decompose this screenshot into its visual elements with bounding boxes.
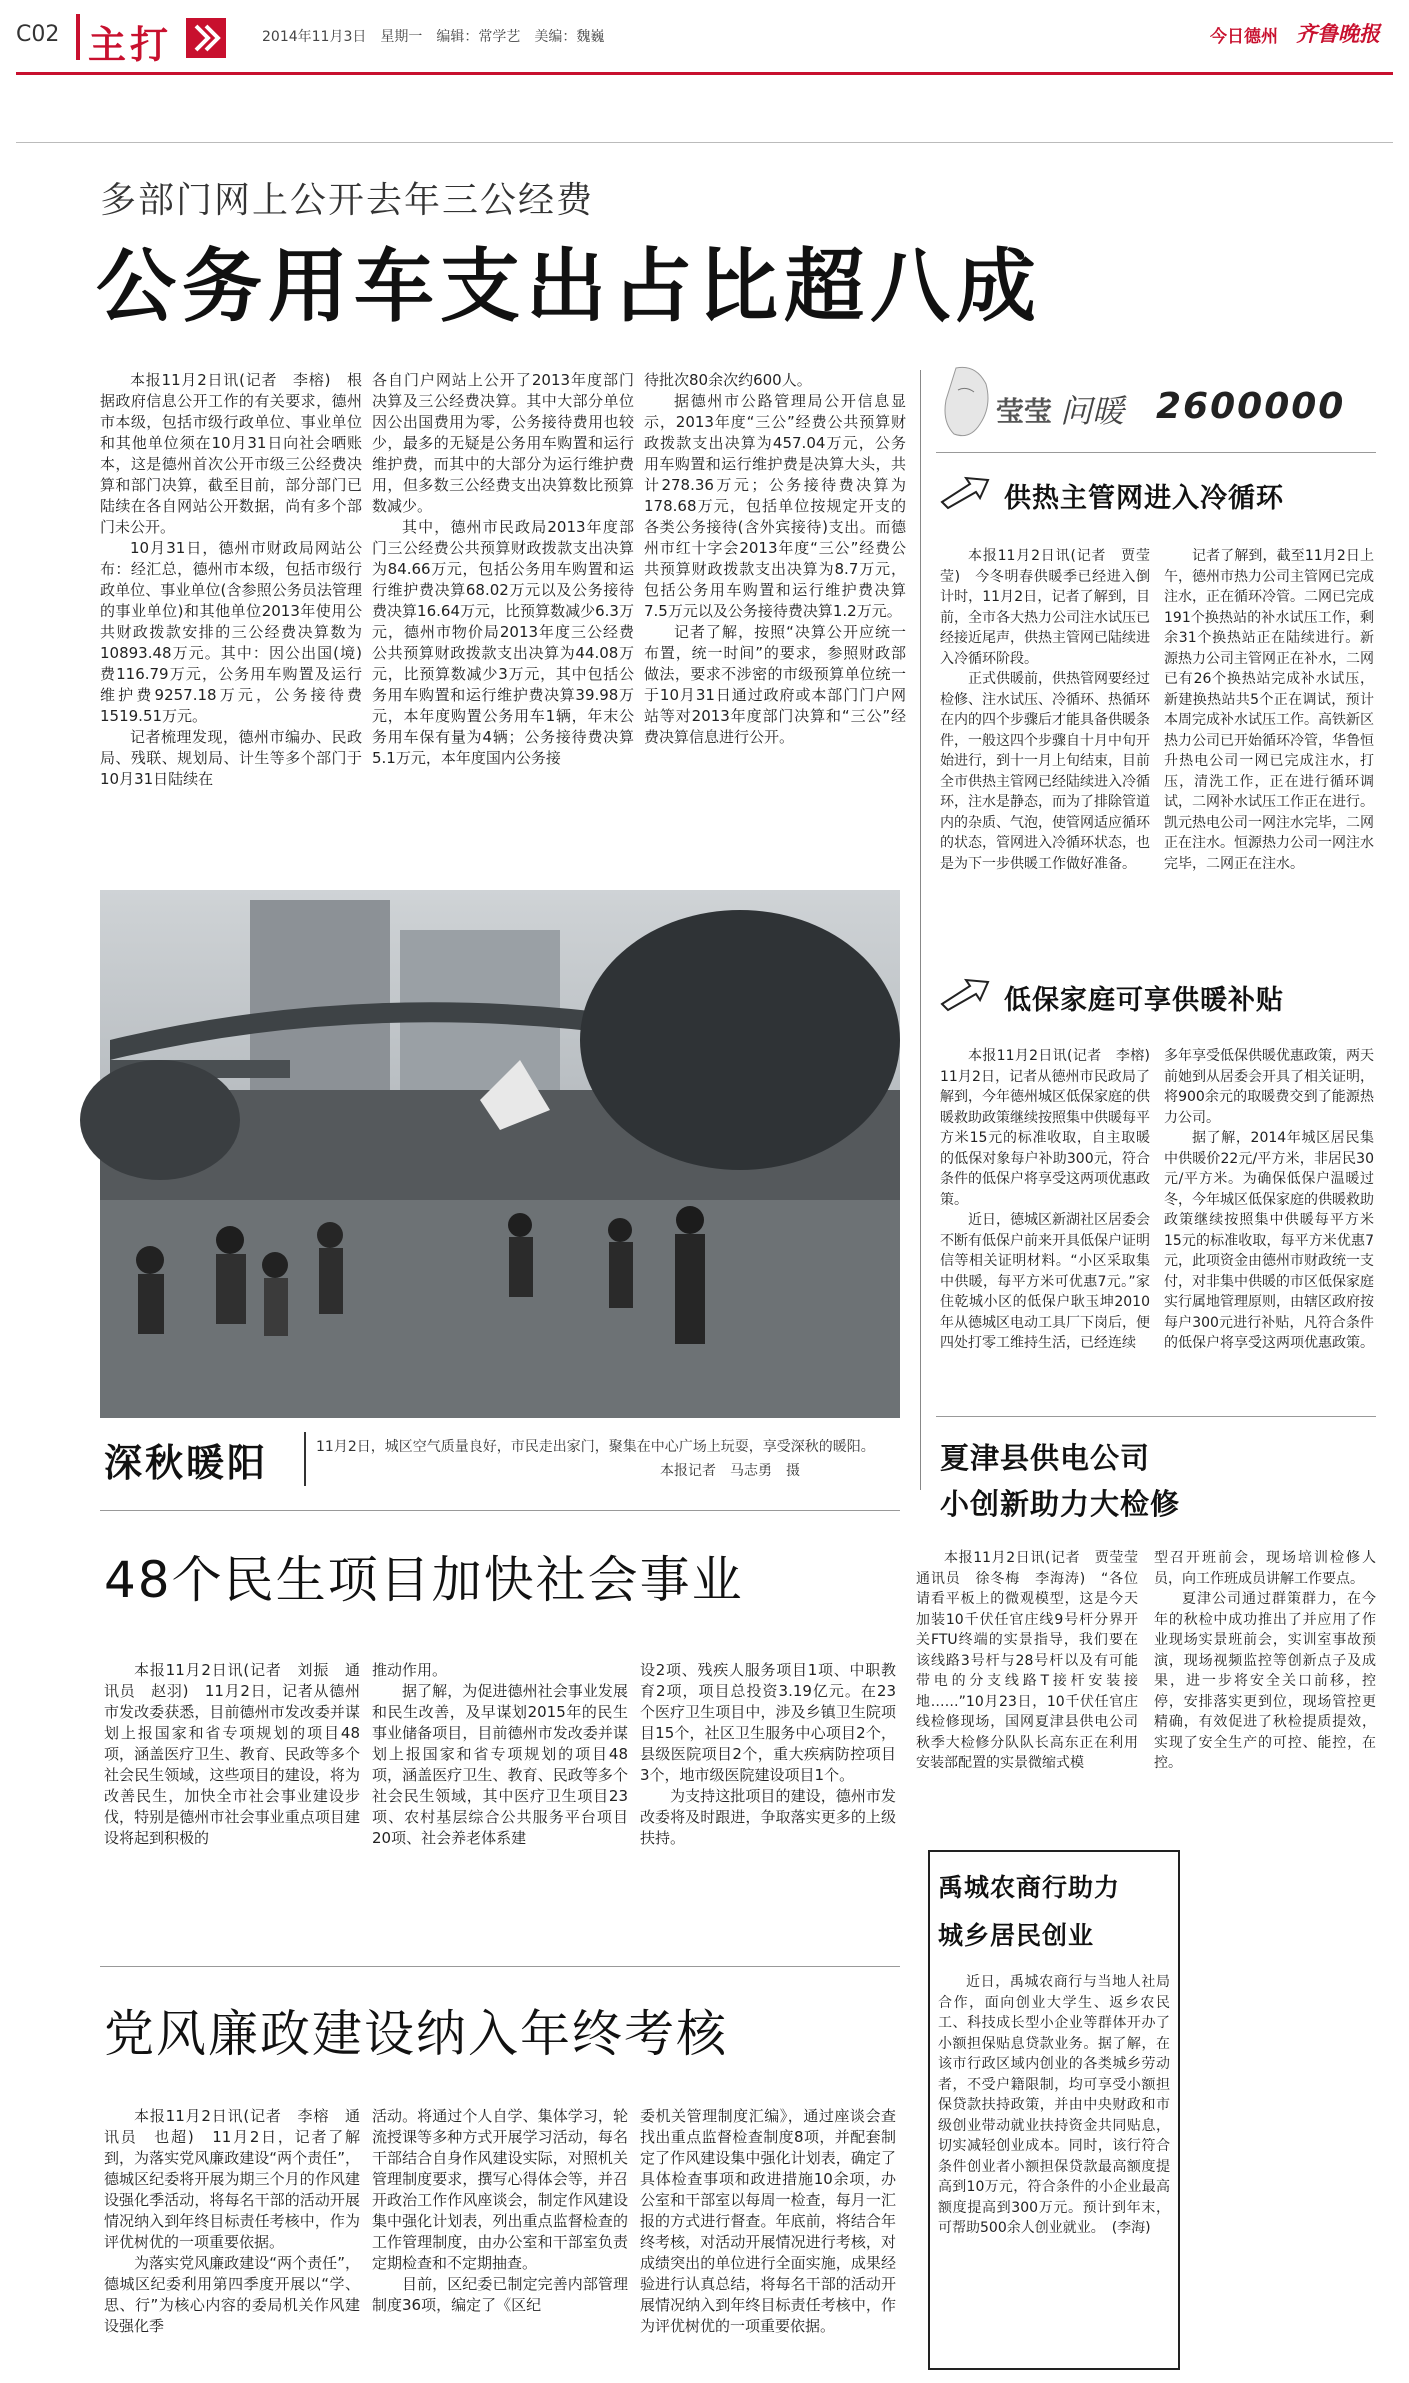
- paragraph: 本报11月2日讯(记者 贾莹莹) 今冬明春供暖季已经进入倒计时，11月2日，记者了解到，目前，全市各大热力公司注水试压已经接近尾声，供热主管网已陆续进入冷循环阶段。: [940, 548, 1150, 667]
- bank-title-line-2: 城乡居民创业: [938, 1921, 1095, 1950]
- bank-box: [928, 1850, 1180, 2370]
- bank-body: [938, 1972, 1170, 2362]
- section-block: [76, 14, 80, 60]
- paragraph: 记者梳理发现，德州市编办、民政局、残联、规划局、计生等多个部门于10月31日陆续在: [100, 728, 362, 788]
- column-divider: [920, 370, 921, 1490]
- paragraph: 据德州市公路管理局公开信息显示，2013年度“三公”经费公共预算财政拨款支出决算为457.04万元，公务用车购置和运行维护费是决算大头，共计278.36万元；公务接待费决算为178.68万元，包括单位按规定开支的各类公务接待(含外宾接待)支出。而德州市红十字会2013年度“三公”经费公共预算财政拨款支出决算为8.7万元，包括公务用车购置和运行维护费决算7.5万元以及公务接待费决算1.2万元。: [644, 392, 906, 620]
- photo-credit: 本报记者 马志勇 摄: [660, 1463, 800, 1479]
- banner-name: 莹莹: [996, 395, 1053, 428]
- masthead-rule: [16, 72, 1393, 75]
- paragraph: 近日，禹城农商行与当地人社局合作，面向创业大学生、返乡农民工、科技成长型小企业等群体开办了小额担保贴息贷款业务。据了解，在该市行政区域内创业的各类城乡劳动者，不受户籍限制，均可享受小额担保贷款扶持政策，并由中央财政和市级创业带动就业扶持资金共同贴息，切实减轻创业成本。同时，该行符合条件创业者小额担保贷款最高额度提高到10万元，符合条件的小企业最高额度提高到300万元。预计到年末，可帮助500余人创业就业。 (李海): [938, 1974, 1170, 2236]
- paragraph: 为落实党风廉政建设“两个责任”，德城区纪委利用第四季度开展以“学、思、行”为核心内容的委局机关作风建设强化季: [104, 2254, 360, 2335]
- power-title-line-1: 夏津县供电公司: [940, 1441, 1151, 1475]
- paragraph: 设2项、残疾人服务项目1项、中职教育2项，项目总投资3.19亿元。在23个医疗卫生项目中，涉及乡镇卫生院项目15个，社区卫生服务中心项目2个，县级医院项目2个，重大疾病防控项目3个，地市级医院建设项目1个。: [640, 1661, 896, 1784]
- heating2-title: 低保家庭可享供暖补贴: [1004, 985, 1284, 1016]
- brand-qilu-logo: 齐鲁晚报: [1296, 21, 1380, 46]
- lead-headline: 公务用车支出占比超八成: [96, 240, 1042, 333]
- section-divider: [100, 1966, 900, 1967]
- page-number: C02: [16, 22, 60, 47]
- paragraph: 其中，德州市民政局2013年度部门三公经费公共预算财政拨款支出决算为84.66万元，包括公务用车购置和运行维护费决算68.02万元以及公务接待费决算16.64万元，比预算数减少6.3万元，德州市物价局2013年度三公经费公共预算财政拨款支出决算为44.08万元，比预算数减少3万元，其中包括公务用车购置和运行维护费决算39.98万元，本年度购置公务用车1辆，年末公务用车保有量为4辆；公务接待费决算5.1万元，本年度国内公务接: [372, 518, 634, 767]
- paragraph: 本报11月2日讯(记者 刘振 通讯员 赵羽) 11月2日，记者从德州市发改委获悉，目前德州市发改委并谋划上报国家和省专项规划的项目48项，涵盖医疗卫生、教育、民政等多个社会民生领域，这些项目的建设，将为改善民生，加快全市社会事业建设步伐，特别是德州市社会事业重点项目建设将起到积极的: [104, 1661, 360, 1847]
- masthead: [0, 0, 1409, 72]
- party-column-1: [104, 2106, 360, 2376]
- heating1-title: 供热主管网进入冷循环: [1004, 483, 1284, 514]
- heating2-column-2: [1164, 1046, 1374, 1402]
- paragraph: 本报11月2日讯(记者 李榕) 根据政府信息公开工作的有关要求，德州市本级，包括市级行政单位、事业单位和其他单位须在10月31日向社会晒账本，这是德州首次公开市级三公经费决算和部门决算，截至目前，部分部门已陆续在各自网站公开数据，尚有多个部门未公开。: [100, 371, 362, 536]
- lead-column-2: [372, 370, 634, 840]
- heating1-column-1: [940, 546, 1150, 966]
- banner-phone: 2600000: [1156, 386, 1346, 427]
- paragraph: 记者了解，按照“决算公开应统一布置，统一时间”的要求，参照财政部做法，要求不涉密的市级预算单位统一于10月31日通过政府或本部门门户网站等对2013年度部门决算和“三公”经费决算信息进行公开。: [644, 623, 906, 746]
- party-headline: 党风廉政建设纳入年终考核: [104, 2005, 728, 2063]
- paragraph: 活动。将通过个人自学、集体学习，轮流授课等多种方式开展学习活动，每名干部结合自身作风建设实际，对照机关管理制度要求，撰写心得体会等，并召开政治工作作风座谈会，制定作风建设集中强化计划表，列出重点监督检查的工作管理制度，由办公室和干部室负责定期检查和不定期抽查。: [372, 2107, 628, 2272]
- banner-rule: [936, 452, 1376, 453]
- bank-title-line-1: 禹城农商行助力: [938, 1873, 1121, 1902]
- photo-caption-title: 深秋暖阳: [104, 1441, 269, 1485]
- masthead-rule-2: [16, 142, 1393, 143]
- section-divider: [936, 1416, 1376, 1417]
- section-divider: [100, 1510, 900, 1511]
- party-column-2: [372, 2106, 628, 2376]
- section-title: 主打: [88, 23, 173, 67]
- party-column-3: [640, 2106, 896, 2376]
- lead-column-3: [644, 370, 906, 840]
- paragraph: 本报11月2日讯(记者 李榕 通讯员 也超) 11月2日，记者了解到，为落实党风廉政建设“两个责任”，德城区纪委将开展为期三个月的作风建设强化季活动，将每名干部的活动开展情况纳入到年终目标责任考核中，作为评优树优的一项重要依据。: [104, 2107, 360, 2251]
- article48-column-1: [104, 1660, 360, 1960]
- power-title-line-2: 小创新助力大检修: [940, 1487, 1181, 1521]
- banner-brand: 问暖: [1060, 392, 1125, 430]
- paragraph: 为支持这批项目的建设，德州市发改委将及时跟进，争取落实更多的上级扶持。: [640, 1787, 896, 1847]
- power-column-2: [1154, 1548, 1376, 1832]
- arrow-icon: [940, 474, 992, 508]
- paragraph: 10月31日，德州市财政局网站公布：经汇总，德州市本级，包括市级行政单位、事业单位(含参照公务员法管理的事业单位)和其他单位2013年使用公共财政拨款安排的三公经费决算数为10893.48万元。其中：因公出国(境)费116.79万元，公务用车购置及运行维护费9257.18万元，公务接待费1519.51万元。: [100, 539, 362, 725]
- chevron-right-icon: [186, 18, 226, 58]
- photo-caption-text: 11月2日，城区空气质量良好，市民走出家门，聚集在中心广场上玩耍，享受深秋的暖阳。: [316, 1439, 875, 1455]
- paragraph: 委机关管理制度汇编》，通过座谈会查找出重点监督检查制度8项，并配套制定了作风建设集中强化计划表，确定了具体检查事项和政进措施10余项，办公室和干部室以每周一检查，每月一汇报的方式进行督查。年底前，将结合年终考核，对活动开展情况进行考核，对成绩突出的单位进行全面实施，成果经验进行认真总结，将每名干部的活动开展情况纳入到年终目标责任考核中，作为评优树优的一项重要依据。: [640, 2107, 896, 2335]
- brand-today-dezhou: 今日德州: [1210, 27, 1278, 47]
- reporter-portrait-icon: [936, 364, 1002, 444]
- plaza-photo: [100, 890, 900, 1418]
- paragraph: 近日，德城区新湖社区居委会不断有低保户前来开具低保户证明信等相关证明材料。“小区采取集中供暖，每平方米可优惠7元。”家住乾城小区的低保户耿玉坤2010年从德城区电动工具厂下岗后，便四处打零工维持生活，已经连续: [940, 1212, 1150, 1351]
- paragraph: 型召开班前会，现场培训检修人员，向工作班成员讲解工作要点。: [1154, 1550, 1376, 1587]
- paragraph: 待批次80余次约600人。: [644, 371, 812, 389]
- paragraph: 正式供暖前，供热管网要经过检修、注水试压、冷循环、热循环在内的四个步骤后才能具备供暖条件，一般这四个步骤自十月中旬开始进行，到十一月上旬结束，目前全市供热主管网已经陆续进入冷循环，注水是静态，而为了排除管道内的杂质、气泡，使管网适应循环的状态，管网进入冷循环状态，也是为下一步供暖工作做好准备。: [940, 671, 1150, 872]
- issue-meta: 2014年11月3日 星期一 编辑：常学艺 美编：魏巍: [262, 29, 605, 45]
- photo-caption-rule: [304, 1432, 306, 1486]
- paragraph: 各自门户网站上公开了2013年度部门决算及三公经费决算。其中大部分单位因公出国费用为零，公务接待费用也较少，最多的无疑是公务用车购置和运行维护费，而其中的大部分为运行维护费用，但多数三公经费支出决算数比预算数减少。: [372, 371, 634, 515]
- lead-kicker: 多部门网上公开去年三公经费: [100, 180, 595, 221]
- article48-column-2: [372, 1660, 628, 1960]
- paragraph: 本报11月2日讯(记者 贾莹莹 通讯员 徐冬梅 李海涛) “各位请看平板上的微观模型，这是今天加装10千伏任官庄线9号杆分界开关FTU终端的实景指导，我们要在该线路3号杆与28号杆以及有可能带电的分支线路T接杆安装接地……”10月23日，10千伏任官庄线检修现场，国网夏津县供电公司秋季大检修分队队长高东正在利用安装部配置的实景微缩式模: [916, 1550, 1152, 1771]
- paragraph: 夏津公司通过群策群力，在今年的秋检中成功推出了并应用了作业现场实景班前会，实训室事故预演，现场视频监控等创新点子及成果，进一步将安全关口前移，控停，安排落实更到位，现场管控更精确，有效促进了秋检提质提效，实现了安全生产的可控、能控，在控。: [1154, 1591, 1376, 1771]
- arrow-icon: [940, 976, 992, 1010]
- paragraph: 目前，区纪委已制定完善内部管理制度36项，编定了《区纪: [372, 2275, 628, 2314]
- paragraph: 多年享受低保供暖优惠政策，两天前她到从居委会开具了相关证明，将900余元的取暖费交到了能源热力公司。: [1164, 1048, 1374, 1126]
- heating2-column-1: [940, 1046, 1164, 1402]
- heating1-column-2: [1164, 546, 1374, 966]
- power-column-1: [916, 1548, 1152, 1832]
- paragraph: 推动作用。: [372, 1661, 448, 1679]
- paragraph: 记者了解到，截至11月2日上午，德州市热力公司主管网已完成注水，正在循环冷管。二网已完成191个换热站的补水试压工作，剩余31个换热站正在陆续进行。新源热力公司主管网正在补水，二网已有26个换热站完成补水试压，新建换热站共5个正在调试，预计本周完成补水试压工作。高铁新区热力公司已开始循环冷管，华鲁恒升热电公司一网已完成注水，打压，清洗工作，正在进行循环调试，二网补水试压工作正在进行。凯元热电公司一网注水完毕，二网正在注水。恒源热力公司一网注水完毕，二网正在注水。: [1164, 548, 1374, 872]
- paragraph: 据了解，为促进德州社会事业发展和民生改善，及早谋划2015年的民生事业储备项目，目前德州市发改委并谋划上报国家和省专项规划的项目48项，涵盖医疗卫生、教育、民政等多个社会民生领域，其中医疗卫生项目23项、农村基层综合公共服务平台项目20项、社会养老体系建: [372, 1682, 628, 1847]
- article48-headline: 48个民生项目加快社会事业: [104, 1551, 744, 1609]
- lead-column-1: [100, 370, 362, 840]
- paragraph: 本报11月2日讯(记者 李榕) 11月2日，记者从德州市民政局了解到，今年德州城区低保家庭的供暖救助政策继续按照集中供暖每平方米15元的标准收取，自主取暖的低保对象每户补助300元，符合条件的低保户将享受这两项优惠政策。: [940, 1048, 1164, 1208]
- paragraph: 据了解，2014年城区居民集中供暖价22元/平方米，非居民30元/平方米。为确保低保户温暖过冬，今年城区低保家庭的供暖救助政策继续按照集中供暖每平方米15元的标准收取，每平方米优惠7元，此项资金由德州市财政统一支付，对非集中供暖的市区低保家庭实行属地管理原则，由辖区政府按每户300元进行补贴，凡符合条件的低保户将享受这两项优惠政策。: [1164, 1130, 1374, 1351]
- heating-banner: [936, 360, 1376, 448]
- article48-column-3: [640, 1660, 896, 1960]
